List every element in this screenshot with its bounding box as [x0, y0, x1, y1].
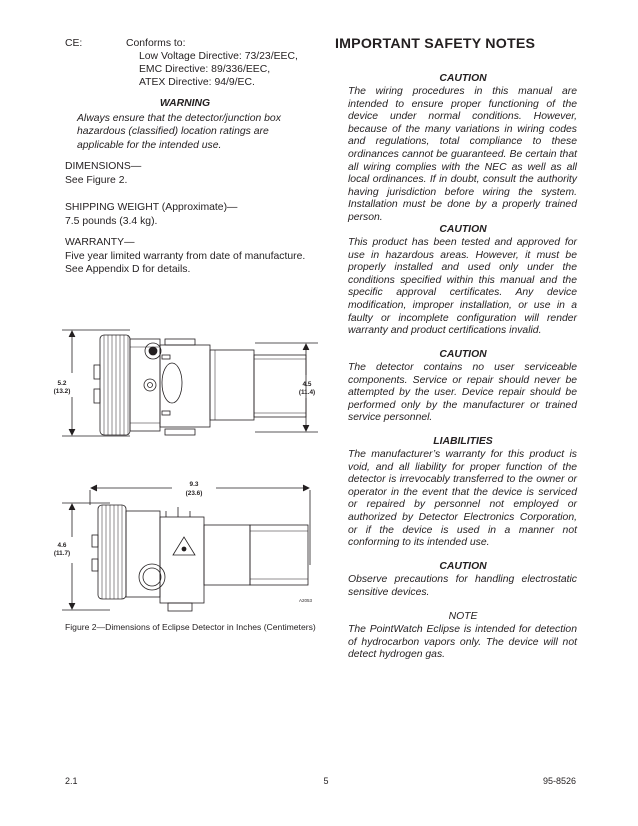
dimensions-text: See Figure 2.	[65, 174, 128, 186]
warning-title: WARNING	[159, 98, 211, 109]
warranty-text: Five year limited warranty from date of manufacture. See Appendix D for details.	[65, 250, 306, 276]
warranty-section	[65, 236, 315, 277]
dim-label-width-cm: (23.6)	[185, 490, 203, 497]
drawing-id: A2053	[298, 598, 312, 603]
detector-top-view	[62, 330, 318, 436]
note-title: NOTE	[448, 611, 478, 622]
dim-label-height-cm: (11.7)	[53, 550, 71, 557]
dimensions-section	[65, 160, 315, 187]
detector-dimension-figure	[50, 325, 330, 615]
dim-label-top-right-in: 4.5	[302, 381, 312, 388]
ce-line: Low Voltage Directive: 73/23/EEC,	[139, 51, 298, 62]
caution-2-title: CAUTION	[439, 224, 487, 235]
note-body: The PointWatch Eclipse is intended for detection of hydrocarbon vapors only. The device will not detect hydrogen gas.	[348, 624, 577, 661]
footer-page-number: 5	[323, 776, 329, 786]
dim-label-top-right-cm: (11.4)	[298, 389, 316, 396]
dim-label-height-in: 4.6	[57, 542, 67, 549]
detector-side-view	[62, 485, 310, 611]
caution-4-body: Observe precautions for handling electrostatic sensitive devices.	[348, 574, 577, 598]
shipping-text: 7.5 pounds (3.4 kg).	[65, 215, 158, 227]
warning-body: Always ensure that the detector/junction box hazardous (classified) location ratings are applicable for the intended use.	[77, 113, 281, 151]
shipping-section	[65, 201, 315, 228]
footer-document-number: 95-8526	[542, 776, 576, 786]
caution-1-title: CAUTION	[439, 73, 487, 84]
dim-label-top-left-in: 5.2	[57, 380, 67, 387]
caution-4-title: CAUTION	[439, 561, 487, 572]
caution-1-body: The wiring procedures in this manual are intended to ensure proper functioning of the device under normal conditions. However, because of the many variations in wiring codes and regulations, total compliance to these ordinances cannot be guaranteed. Be certain that all wiring complies with the NEC as well as all local ordinances. If in doubt, consult the authority having jurisdiction before wiring the system. Installation must be done by a properly trained person.	[348, 86, 577, 223]
footer-section-number: 2.1	[65, 776, 78, 786]
dim-label-top-left-cm: (13.2)	[53, 388, 71, 395]
ce-line: ATEX Directive: 94/9/EC.	[139, 77, 255, 88]
ce-label: CE:	[65, 38, 83, 49]
ce-line: EMC Directive: 89/336/EEC,	[139, 64, 271, 75]
liabilities-body: The manufacturer’s warranty for this product is void, and all liability for proper function of the detector is irrevocably transferred to the owner or operator in the event that the device is serviced or repaired by personnel not employed or authorized by Detector Electronics Corporation, or if the device is used in a manner not conforming to its intended use.	[348, 449, 577, 549]
liabilities-title: LIABILITIES	[433, 436, 493, 447]
ce-line: Conforms to:	[126, 38, 186, 49]
dim-label-width-in: 9.3	[189, 481, 199, 488]
caution-3-title: CAUTION	[439, 349, 487, 360]
ce-directives	[126, 37, 298, 89]
caution-2-body: This product has been tested and approved for use in hazardous areas. However, it must be properly installed and used only under the conditions specified within this manual and the specific approval certificates. Any device modification, improper installation, or use in a faulty or incomplete configuration will render warranty and product certifications invalid.	[348, 237, 577, 337]
warranty-heading: WARRANTY—	[65, 237, 135, 248]
figure-caption: Figure 2—Dimensions of Eclipse Detector in Inches (Centimeters)	[65, 622, 316, 632]
shipping-heading: SHIPPING WEIGHT (Approximate)—	[65, 202, 238, 213]
caution-3-body: The detector contains no user serviceable components. Service or repair should never be attempted by the user. Device repair should be performed only by the manufacturer or trained service personnel.	[348, 362, 577, 424]
safety-title: IMPORTANT SAFETY NOTES	[335, 36, 536, 52]
dimensions-heading: DIMENSIONS—	[65, 161, 142, 172]
